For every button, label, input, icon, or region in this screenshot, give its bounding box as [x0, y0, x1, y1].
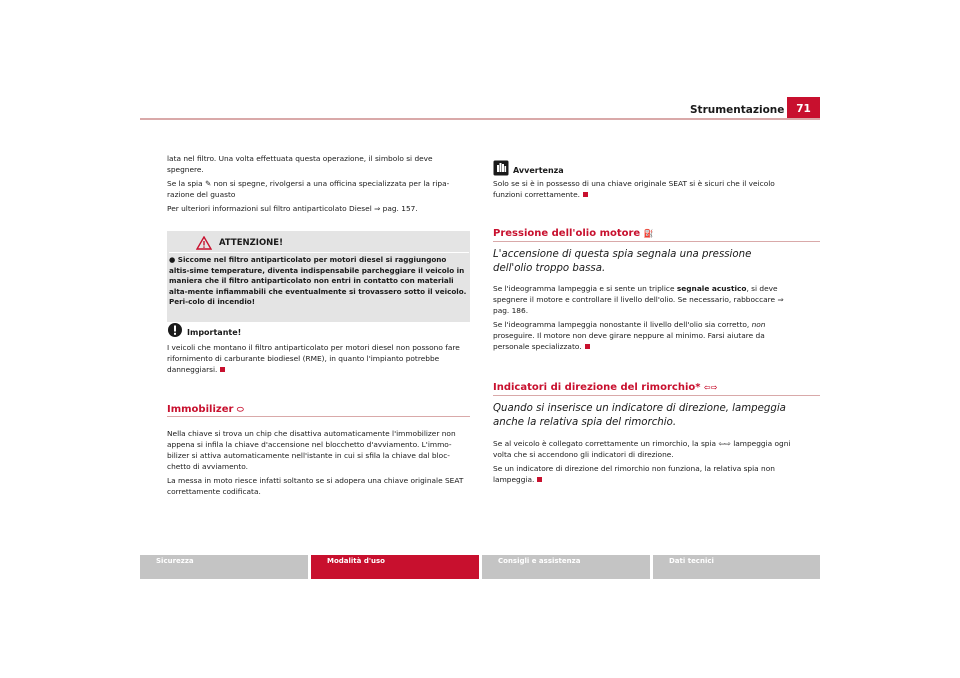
divider — [169, 252, 469, 253]
section-title-oil: Pressione dell'olio motore ⛽ — [493, 228, 654, 239]
section-subtitle: Quando si inserisce un indicatore di direzione, lampeggia anche la relativa spia del rimorchio. — [493, 403, 786, 428]
paragraph: Se l'ideogramma lampeggia e si sente un triplice segnale acustico, si deve spegnere il motore e controllare il livello dell'olio. Se necessario, rabboccare ⇒ pag. 186. — [493, 284, 784, 315]
oil-can-icon: ⛽ — [643, 229, 654, 238]
left-column — [167, 153, 470, 217]
page-number: 71 — [787, 97, 820, 119]
warning-text: ● Siccome nel filtro antiparticolato per motori diesel si raggiungono altis-sime temperature, diventa indispensabile parcheggiare il veicolo in maniera che il filtro antiparticolato non entri in contatto con materiali alta-mente infiammabili che eventualmente si trovassero sotto il veicolo. Peri-colo di incendio! — [169, 255, 467, 307]
paragraph: lata nel filtro. Una volta effettuata questa operazione, il simbolo si deve spegnere. — [167, 154, 433, 174]
important-text: I veicoli che montano il filtro antiparticolato per motori diesel non possono fare rifornimento di carburante biodiesel (RME), in quanto l'impianto potrebbe danneggiarsi. — [167, 343, 460, 374]
footer-tab-dati-tecnici[interactable]: Dati tecnici — [653, 555, 820, 579]
paragraph: Nella chiave si trova un chip che disattiva automaticamente l'immobilizer non appena si infila la chiave d'accensione nel blocchetto d'avviamento. L'immo-bilizer si attiva automaticamente nell'istante in cui si sfila la chiave dal bloc-chetto di avviamento. — [167, 429, 456, 471]
paragraph: Se un indicatore di direzione del rimorchio non funziona, la relativa spia non lampeggia. — [493, 464, 775, 484]
note-hand-icon — [493, 160, 509, 176]
paragraph: Se l'ideogramma lampeggia nonostante il livello dell'olio sia corretto, non proseguire. Il motore non deve girare neppure al minimo. Farsi aiutare da personale specializzato. — [493, 320, 766, 351]
footer-tab-modalita-uso[interactable]: Modalità d'uso — [311, 555, 479, 579]
note-text: Solo se si è in possesso di una chiave originale SEAT si è sicuri che il veicolo funzioni correttamente. — [493, 179, 775, 199]
warning-triangle-icon — [196, 236, 212, 250]
section-rule — [493, 395, 820, 396]
trailer-body — [493, 438, 795, 488]
trailer-arrows-icon: ⇦⇨ — [718, 439, 731, 448]
paragraph: Se la spia ✎ non si spegne, rivolgersi a una officina specializzata per la ripa-razione del guasto — [167, 179, 450, 199]
warning-title: ATTENZIONE! — [219, 238, 283, 248]
footer-tab-sicurezza[interactable]: Sicurezza — [140, 555, 308, 579]
end-of-section-mark — [585, 344, 590, 349]
section-title-trailer: Indicatori di direzione del rimorchio* ⇦⇨ — [493, 382, 718, 393]
warning-box — [167, 231, 470, 322]
note-title: Avvertenza — [513, 166, 564, 175]
immobilizer-key-icon: ⬭ — [236, 405, 244, 414]
footer-tab-consigli[interactable]: Consigli e assistenza — [482, 555, 650, 579]
paragraph: Per ulteriori informazioni sul filtro antiparticolato Diesel ⇒ pag. 157. — [167, 204, 418, 213]
trailer-arrows-icon: ⇦⇨ — [703, 383, 718, 392]
section-rule — [167, 416, 470, 417]
paragraph: Se al veicolo è collegato correttamente un rimorchio, la spia ⇦⇨ lampeggia ogni volta che si accendono gli indicatori di direzione. — [493, 439, 791, 459]
oil-body — [493, 283, 795, 355]
end-of-section-mark — [537, 477, 542, 482]
section-title-immobilizer: Immobilizer ⬭ — [167, 404, 244, 415]
immobilizer-body — [167, 428, 470, 500]
section-subtitle: L'accensione di questa spia segnala una pressione dell'olio troppo bassa. — [493, 249, 752, 274]
filter-warning-icon: ✎ — [205, 179, 212, 188]
chapter-title: Strumentazione — [690, 104, 785, 116]
paragraph: La messa in moto riesce infatti soltanto se si adopera una chiave originale SEAT correttamente codificata. — [167, 476, 464, 496]
end-of-section-mark — [220, 367, 225, 372]
important-title: Importante! — [187, 328, 242, 337]
end-of-section-mark — [583, 192, 588, 197]
section-rule — [493, 241, 820, 242]
important-exclamation-icon — [167, 322, 183, 338]
header-rule — [140, 118, 820, 120]
